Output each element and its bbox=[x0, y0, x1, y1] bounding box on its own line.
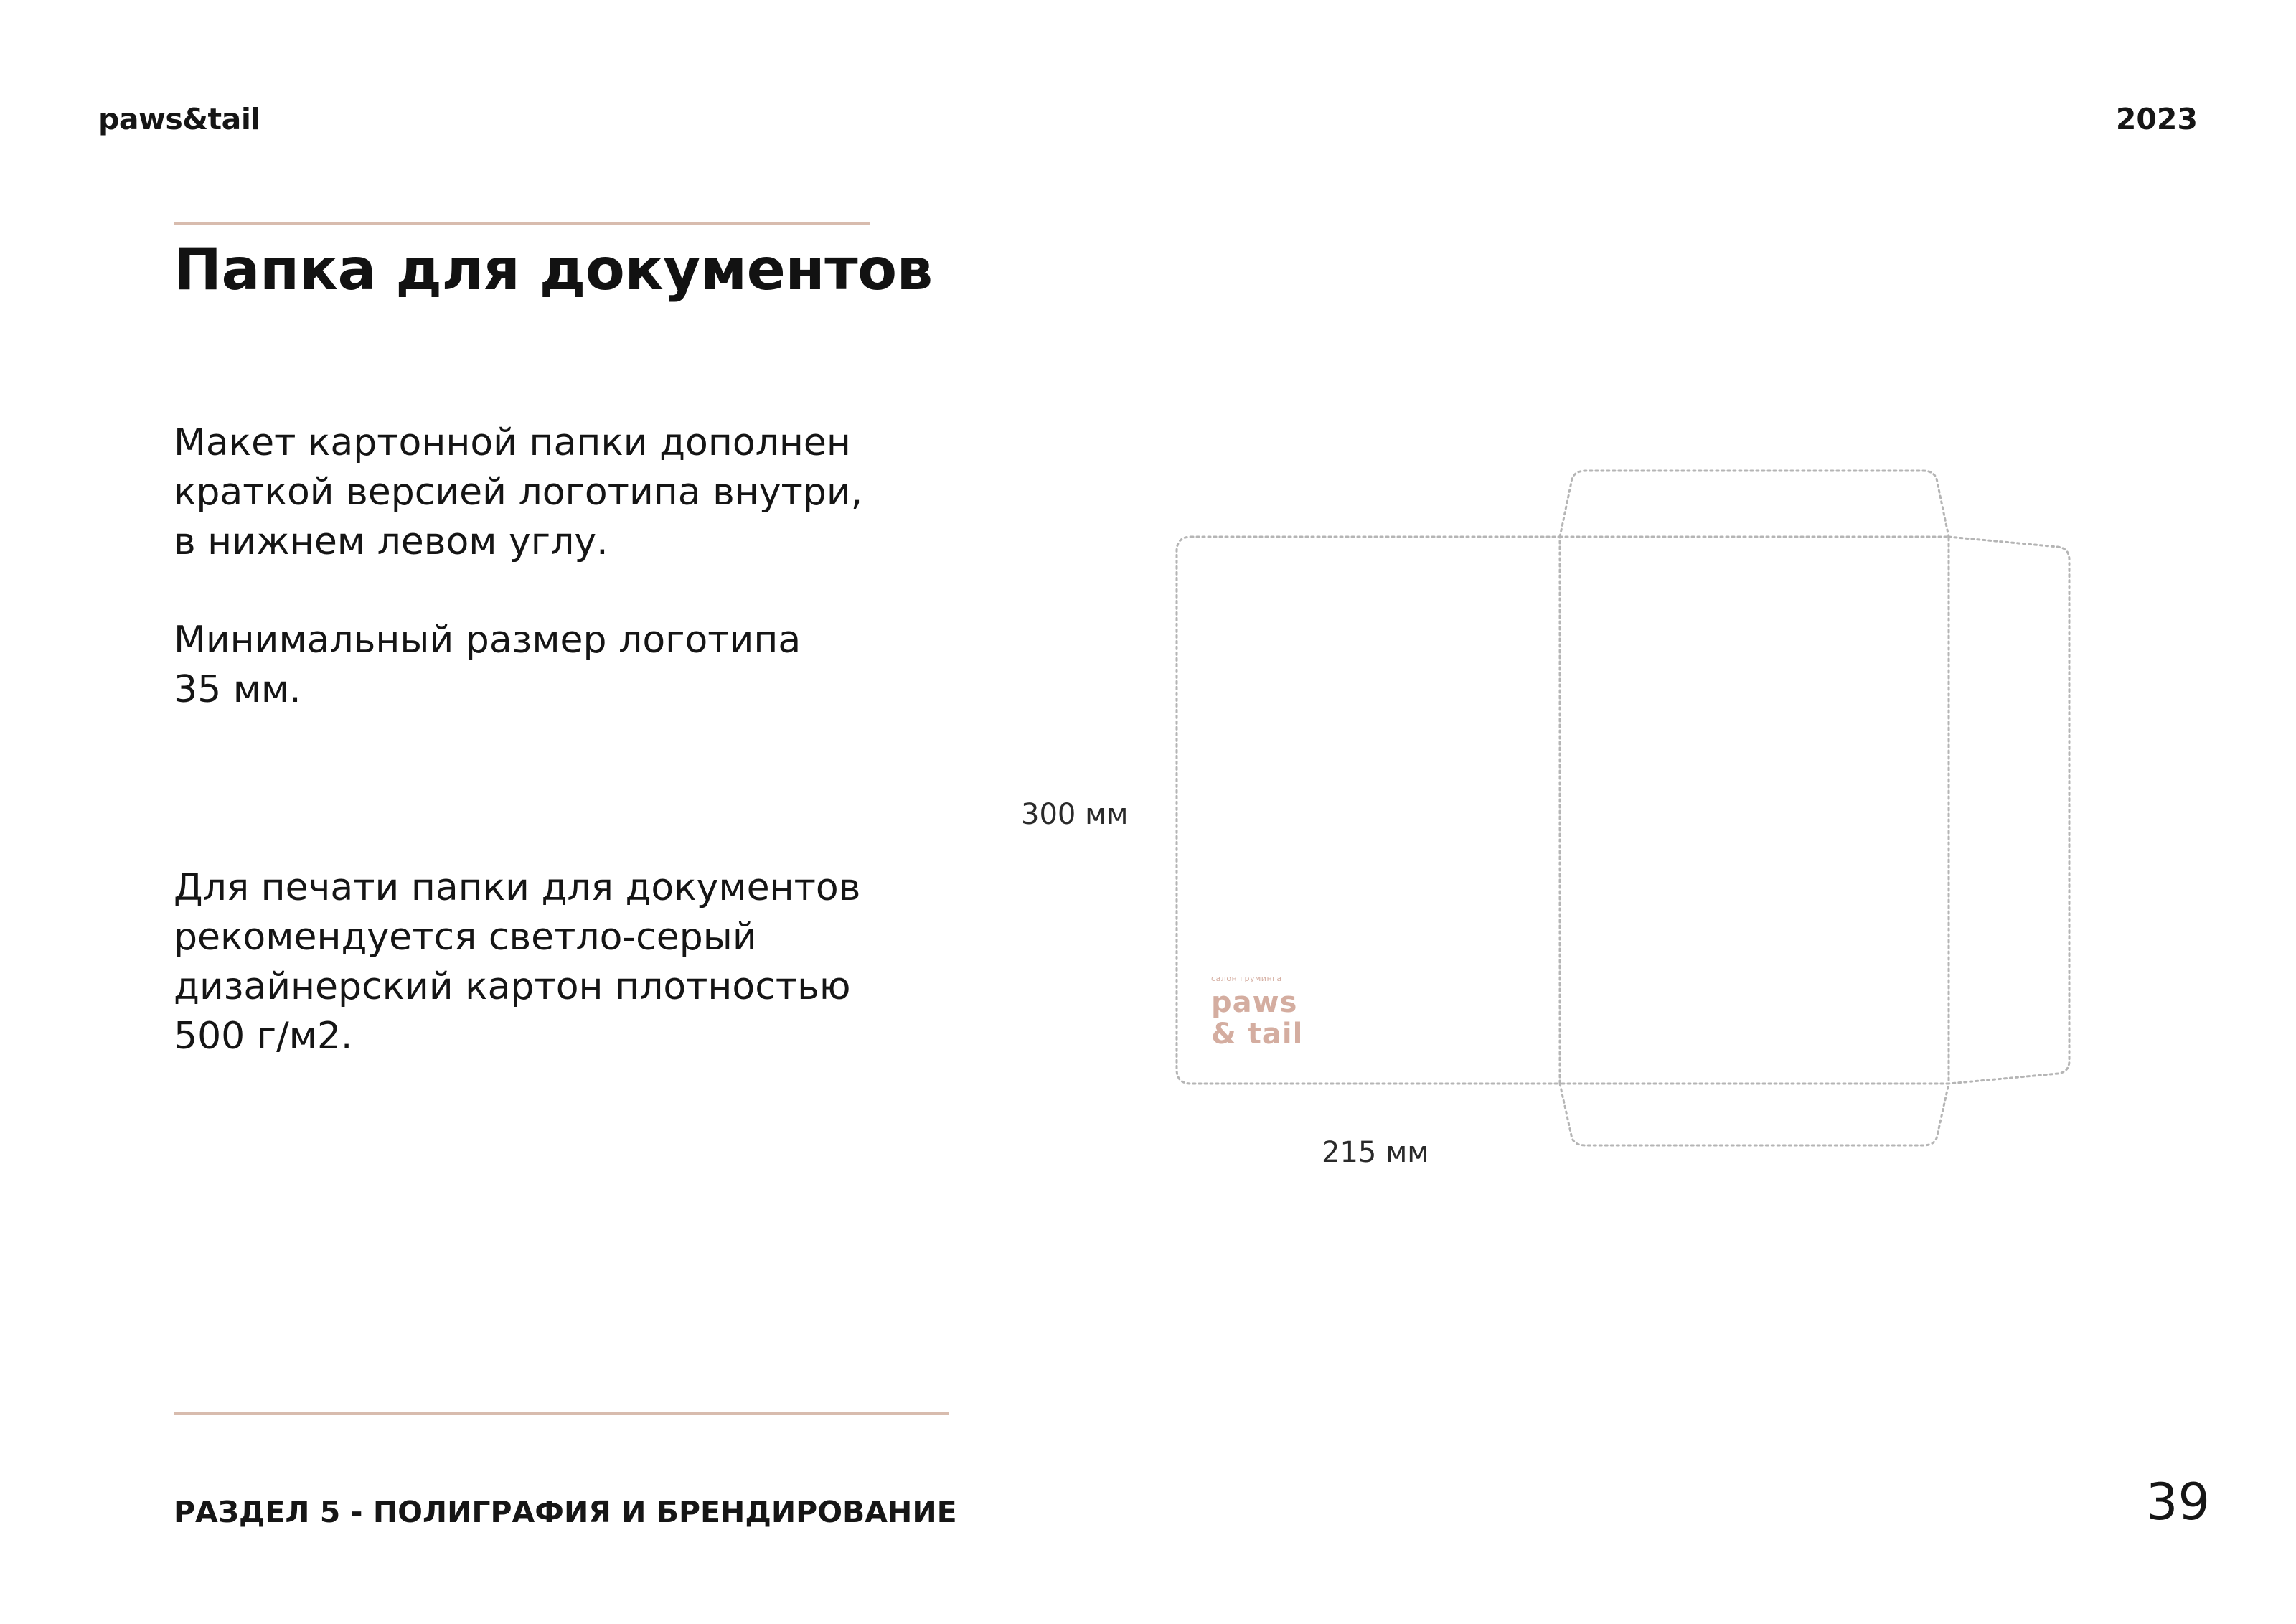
logo-word-tail: & tail bbox=[1211, 1018, 1304, 1051]
page-title: Папка для документов bbox=[174, 236, 933, 303]
logo-word-paws: paws bbox=[1211, 986, 1298, 1019]
title-divider bbox=[174, 222, 870, 225]
logo-tagline: салон груминга bbox=[1211, 974, 1282, 983]
description-paragraph bbox=[174, 418, 862, 567]
section-title: РАЗДЕЛ 5 - ПОЛИГРАФИЯ И БРЕНДИРОВАНИЕ bbox=[174, 1495, 957, 1529]
text-line: Макет картонной папки дополнен bbox=[174, 421, 851, 464]
bottom-flap-outline bbox=[1560, 1084, 1949, 1145]
text-line: 35 мм. bbox=[174, 668, 301, 711]
page-number: 39 bbox=[2145, 1473, 2210, 1531]
text-line: в нижнем левом углу. bbox=[174, 520, 608, 563]
top-flap-outline bbox=[1560, 471, 1949, 537]
text-line: рекомендуется светло-серый bbox=[174, 916, 757, 959]
text-line: 500 г/м2. bbox=[174, 1015, 353, 1058]
logo-size-paragraph bbox=[174, 616, 801, 715]
year-label: 2023 bbox=[2115, 102, 2198, 136]
footer-divider bbox=[174, 1412, 949, 1415]
side-flap-outline bbox=[1949, 537, 2069, 1084]
brand-name: paws&tail bbox=[98, 102, 260, 136]
text-line: краткой версией логотипа внутри, bbox=[174, 471, 863, 514]
folder-logo bbox=[1211, 975, 1303, 1050]
height-dimension-label: 300 мм bbox=[1021, 798, 1129, 831]
text-line: дизайнерский картон плотностью bbox=[174, 965, 851, 1008]
width-dimension-label: 215 мм bbox=[1322, 1136, 1429, 1169]
text-line: Для печати папки для документов bbox=[174, 866, 861, 909]
right-panel-outline bbox=[1560, 537, 1949, 1084]
text-line: Минимальный размер логотипа bbox=[174, 619, 801, 662]
print-recommendation-paragraph bbox=[174, 863, 860, 1061]
